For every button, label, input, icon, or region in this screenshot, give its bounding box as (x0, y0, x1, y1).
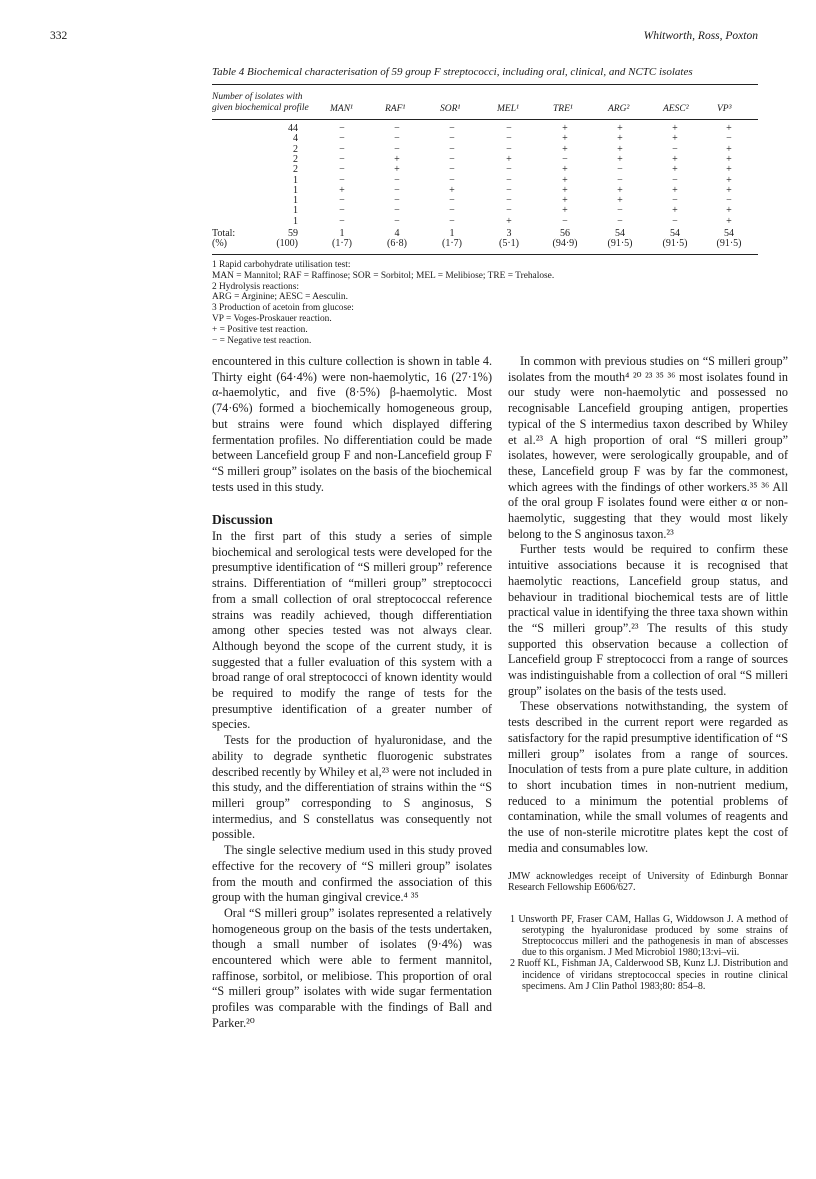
table-cell: − (617, 215, 623, 227)
table-cell: − (339, 153, 345, 165)
table-cell: − (449, 123, 455, 134)
footnote-line: − = Negative test reaction. (212, 335, 312, 346)
table-cell: + (562, 174, 568, 186)
percent-cell: (91·5) (716, 238, 742, 250)
table-cell: − (506, 143, 512, 155)
table-cell: − (394, 133, 400, 145)
table-cell: − (617, 174, 623, 186)
table-cell: + (449, 184, 455, 196)
total-row-count: 59 (288, 228, 298, 239)
column-header: MEL¹ (497, 104, 519, 114)
profile-count: 1 (293, 195, 298, 207)
percent-cell: (91·5) (607, 238, 633, 250)
profile-count: 2 (293, 143, 298, 155)
table-cell: + (726, 205, 732, 217)
table-cell: + (726, 215, 732, 227)
column-header: RAF¹ (385, 104, 406, 114)
profile-count: 1 (293, 184, 298, 196)
footnote-line: 1 Rapid carbohydrate utilisation test: (212, 260, 351, 270)
table-cell: + (672, 205, 678, 217)
table-cell: + (617, 133, 623, 145)
table-cell: − (339, 164, 345, 176)
table-cell: − (726, 133, 732, 145)
right-column (508, 354, 788, 992)
table-cell: + (506, 215, 512, 227)
table-cell: + (562, 164, 568, 176)
table-cell: + (617, 143, 623, 155)
table-cell: − (449, 164, 455, 176)
table-cell: + (562, 205, 568, 217)
percent-cell: (91·5) (662, 238, 688, 250)
table-cell: − (449, 195, 455, 207)
profile-count: 4 (293, 133, 298, 145)
table-cell: − (506, 174, 512, 186)
table-cell: + (672, 184, 678, 196)
percent-cell: (1·7) (442, 238, 462, 250)
table-cell: − (394, 143, 400, 155)
table-cell: + (562, 143, 568, 155)
table-cell: − (726, 195, 732, 207)
table-cell: − (394, 205, 400, 217)
total-cell: 54 (670, 228, 680, 239)
table-cell: + (394, 164, 400, 176)
table-cell: − (449, 215, 455, 227)
table-cell: + (672, 123, 678, 134)
profile-count: 1 (293, 174, 298, 186)
profile-count: 44 (288, 123, 298, 134)
table-cell: − (449, 153, 455, 165)
table-cell: + (726, 153, 732, 165)
table-cell: − (672, 195, 678, 207)
table-cell: − (394, 195, 400, 207)
table-cell: + (339, 184, 345, 196)
column-header: ARG² (608, 104, 630, 114)
table-header-rule (212, 119, 758, 120)
table-bottom-rule (212, 254, 758, 255)
total-cell: 54 (724, 228, 734, 239)
table-cell: − (672, 143, 678, 155)
table-cell: − (339, 195, 345, 207)
table-cell: − (506, 164, 512, 176)
discussion-paragraph-2: Tests for the production of hyaluronidase, and the ability to degrade synthetic fluorogenic substrates described recently by Whiley et al,²³ were not included in this study, and the differentiation of strains within the “S milleri group” corresponding to S anginosus, S intermedius, and S constellatus was consequently not possible. (212, 733, 492, 842)
acknowledgement: JMW acknowledges receipt of University of Edinburgh Bonnar Research Fellowship E606/627. (508, 870, 788, 893)
table-cell: + (672, 153, 678, 165)
table-cell: − (394, 123, 400, 134)
table-cell: − (394, 174, 400, 186)
table-cell: + (562, 123, 568, 134)
table-cell: − (449, 133, 455, 145)
table-cell: + (506, 153, 512, 165)
footnote-line: MAN = Mannitol; RAF = Raffinose; SOR = Sorbitol; MEL = Melibiose; TRE = Trehalose. (212, 270, 555, 281)
right-paragraph-1: In common with previous studies on “S milleri group” isolates from the mouth⁴ ²⁰ ²³ ³⁵ ³⁶ most isolates found in our study were non-haemolytic and possessed no recognisable Lancefield grouping antigen, properties typical of the S intermedius taxon described by Whiley et al.²³ A high proportion of oral “S milleri group” isolates, however, were serologically groupable, and of these, Lancefield group F was by far the commonest, which agrees with the findings of other workers.³⁵ ³⁶ All of the oral group F isolates found were either α or non-haemolytic, suggesting that they would most likely belong to the S anginosus taxon.²³ (508, 354, 788, 541)
table-cell: + (562, 195, 568, 207)
table-cell: − (394, 184, 400, 196)
total-cell: 1 (449, 228, 455, 239)
table-cell: − (617, 205, 623, 217)
total-cell: 54 (615, 228, 625, 239)
table-cell: − (506, 184, 512, 196)
table-cell: + (562, 184, 568, 196)
table-cell: + (726, 143, 732, 155)
discussion-paragraph-1: In the first part of this study a series of simple biochemical and serological tests were developed for the presumptive identification of “S milleri group” reference strains. Differentiation of “milleri group” streptococci from a small collection of oral streptococcal reference strains was readily achieved, though differentiation among other species tested was not always clear. Although beyond the scope of the current study, it is suggested that a fuller evaluation of this system with a broad range of oral streptococci of known identity would be required to modify the range of tests for the presumptive identification of a greater number of species. (212, 529, 492, 732)
reference-1: 1 Unsworth PF, Fraser CAM, Hallas G, Widdowson J. A method of serotyping the hyaluronidase produced by some strains of Streptococcus milleri and the pathogenesis in man of abscesses due to this organism. J Med Microbiol 1980;13:vi–vii. (510, 913, 788, 959)
table-cell: + (672, 164, 678, 176)
percent-cell: (6·8) (387, 238, 407, 250)
table-cell: − (506, 123, 512, 134)
total-cell: 3 (506, 228, 512, 239)
right-paragraph-3: These observations notwithstanding, the system of tests described in the current report were regarded as satisfactory for the rapid presumptive identification of “S milleri group” isolates from a range of sources. Inoculation of tests from a pure plate culture, in addition to short incubation times in non-nutrient medium, reduced to a minimum the potential problems of contamination, while the small volumes of reagents and the use of non-sterile microtitre plates kept the cost of media and consumables low. (508, 699, 788, 855)
table-cell: − (672, 215, 678, 227)
table-cell: − (506, 133, 512, 145)
profile-count: 1 (293, 205, 298, 217)
table-caption: Table 4 Biochemical characterisation of 59 group F streptococci, including oral, clinical, and NCTC isolates (212, 66, 693, 78)
table-cell: + (672, 133, 678, 145)
table-cell: − (339, 174, 345, 186)
table-cell: + (617, 123, 623, 134)
total-row-label: Total: (212, 228, 236, 239)
table-cell: + (394, 153, 400, 165)
table-cell: − (449, 143, 455, 155)
profile-count: 1 (293, 215, 298, 227)
total-cell: 4 (394, 228, 400, 239)
right-paragraph-2: Further tests would be required to confirm these intuitive associations because it is recognised that haemolytic reactions, Lancefield group status, and behaviour in traditional biochemical tests are of little practical value in identifying the three taxa shown within the “S milleri group”.²³ The results of this study supported this observation because a collection of Lancefield group F streptococci from a range of sources was indistinguishable from a collection of oral “S milleri group” isolates on the basis of the tests used. (508, 542, 788, 698)
footnote-line: 3 Production of acetoin from glucose: (212, 303, 354, 314)
discussion-paragraph-4: Oral “S milleri group” isolates represented a relatively homogeneous group on the basis of the tests undertaken, though a small number of isolates (9·4%) was encountered which were able to ferment mannitol, raffinose, sorbitol, or melibiose. This proportion of oral “S milleri group” isolates with wide sugar fermentation profiles was comparable with the findings of Ball and Parker.²⁰ (212, 905, 492, 1030)
table-cell: − (339, 123, 345, 134)
profile-count: 2 (293, 164, 298, 176)
row-header (212, 92, 309, 114)
table-cell: + (617, 184, 623, 196)
footnote-line: 2 Hydrolysis reactions: (212, 281, 299, 292)
intro-paragraph: encountered in this culture collection is shown in table 4. Thirty eight (64·4%) were non-haemolytic, 16 (27·1%) α-haemolytic, and five (8·5%) β-haemolytic. Most (74·6%) formed a biochemically homogeneous group, but strains were found which displayed differing fermentation profiles. No differentiation could be made between Lancefield group F and non-Lancefield group F “S milleri group” isolates on the basis of the biochemical tests used in this study. (212, 354, 492, 494)
table-cell: − (339, 215, 345, 227)
table-cell: + (726, 164, 732, 176)
table-cell: − (506, 195, 512, 207)
reference-2: 2 Ruoff KL, Fishman JA, Calderwood SB, Kunz LJ. Distribution and incidence of viridans streptococcal species in routine clinical specimens. Am J Clin Pathol 1983;80: 854–8. (510, 958, 788, 992)
footnote-line: ARG = Arginine; AESC = Aesculin. (212, 292, 348, 303)
table-cell: − (449, 174, 455, 186)
table-cell: − (339, 133, 345, 145)
column-header: TRE¹ (553, 104, 573, 114)
footnote-line: VP = Voges-Proskauer reaction. (212, 314, 332, 324)
table-cell: + (617, 153, 623, 165)
percent-cell: (1·7) (332, 238, 352, 250)
table-cell: − (672, 174, 678, 186)
table-cell: − (449, 205, 455, 217)
column-header: AESC² (663, 104, 689, 114)
table-cell: + (726, 123, 732, 134)
discussion-paragraph-3: The single selective medium used in this study proved effective for the recovery of “S milleri group” isolates from the mouth and confirmed the association of this group with the human gingival crevice.⁴ ³⁵ (212, 843, 492, 905)
table-cell: − (339, 143, 345, 155)
running-authors: Whitworth, Ross, Poxton (643, 30, 758, 42)
row-header-line-1: Number of isolates with (212, 92, 303, 102)
column-header: SOR¹ (440, 104, 461, 114)
footnote-line: + = Positive test reaction. (212, 324, 308, 335)
percent-cell: (5·1) (499, 238, 519, 250)
table-cell: − (506, 205, 512, 217)
percent-cell: (94·9) (552, 238, 578, 250)
profile-count: 2 (293, 153, 298, 165)
table-cell: − (617, 164, 623, 176)
row-header-line-2: given biochemical profile (212, 103, 309, 113)
column-header: VP³ (717, 104, 732, 114)
table-cell: − (394, 215, 400, 227)
table-cell: − (562, 215, 568, 227)
table-top-rule (212, 84, 758, 85)
column-header: MAN¹ (330, 104, 353, 114)
total-cell: 56 (560, 228, 570, 239)
table-cell: − (562, 153, 568, 165)
table-cell: + (617, 195, 623, 207)
total-cell: 1 (339, 228, 345, 239)
left-column (212, 354, 492, 1032)
percent-row-label: (%) (212, 238, 227, 250)
table-cell: + (726, 174, 732, 186)
table-cell: + (726, 184, 732, 196)
discussion-heading: Discussion (212, 512, 273, 528)
table-cell: + (562, 133, 568, 145)
percent-row-count: (100) (276, 238, 298, 250)
page-number: 332 (50, 30, 68, 42)
table-cell: − (339, 205, 345, 217)
